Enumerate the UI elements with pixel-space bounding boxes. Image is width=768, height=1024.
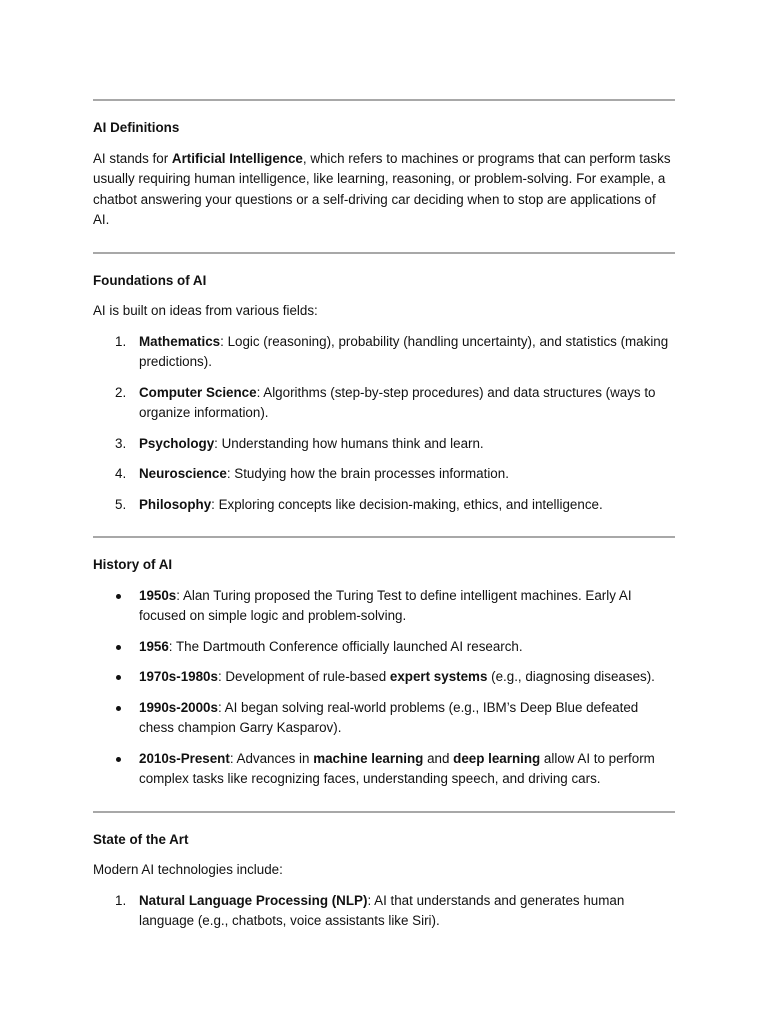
paragraph-text: AI stands for — [93, 150, 172, 166]
list-number: 1. — [115, 892, 127, 908]
list-item-desc: : Exploring concepts like decision-making, ethics, and intelligence. — [211, 496, 603, 512]
section-intro: AI is built on ideas from various fields: — [93, 303, 318, 318]
list-item-desc: and — [423, 750, 454, 766]
list-item-term: Philosophy — [139, 496, 212, 512]
list-item — [93, 332, 675, 373]
list-item — [93, 495, 675, 516]
list-item — [93, 383, 675, 424]
list-item-term: 1970s-1980s — [139, 669, 218, 684]
bullet-icon — [116, 757, 121, 762]
list-item-desc: : AI that understands and generates human language (e.g., chatbots, voice assistants like Siri). — [139, 892, 625, 928]
section-title: History of AI — [93, 557, 173, 572]
list-item-desc: : The Dartmouth Conference officially launched AI research. — [168, 638, 523, 654]
list-item-term: 1956 — [139, 638, 169, 654]
numbered-list — [93, 891, 675, 932]
section-state-of-the-art — [93, 813, 675, 953]
list-number: 2. — [115, 384, 127, 400]
bullet-icon — [116, 675, 121, 680]
list-item-desc: : Logic (reasoning), probability (handling uncertainty), and statistics (making predictions). — [139, 333, 669, 369]
list-item-bold-phrase: deep learning — [453, 750, 541, 766]
paragraph-bold-term: Artificial Intelligence — [171, 150, 303, 166]
list-item — [93, 637, 675, 658]
list-item-term: Natural Language Processing (NLP) — [139, 892, 368, 908]
list-item — [93, 586, 675, 627]
list-number: 5. — [115, 496, 127, 512]
bullet-icon — [116, 706, 121, 711]
section-title: Foundations of AI — [93, 272, 207, 288]
list-item-desc: : AI began solving real-world problems (e.g., IBM’s Deep Blue defeated chess champion Garry Kasparov). — [139, 699, 639, 735]
list-item-desc: : Understanding how humans think and learn. — [214, 435, 484, 451]
list-item-bold-phrase: expert systems — [389, 669, 488, 684]
section-ai-definitions — [93, 101, 675, 252]
list-item — [93, 434, 675, 455]
list-item — [93, 891, 675, 932]
document-page — [93, 99, 675, 953]
list-item-desc: (e.g., diagnosing diseases). — [487, 669, 655, 684]
list-item — [93, 667, 675, 688]
list-item-desc: : Alan Turing proposed the Turing Test to define intelligent machines. Early AI focused on simple logic and problem-solving. — [139, 587, 632, 623]
list-item-term: Neuroscience — [139, 466, 227, 481]
section-history — [93, 538, 675, 811]
list-item-bold-phrase: machine learning — [313, 750, 424, 766]
list-item-term: 1950s — [139, 587, 177, 603]
list-item — [93, 464, 675, 485]
section-intro: Modern AI technologies include: — [93, 862, 283, 877]
list-item-desc: allow AI to perform complex tasks like recognizing faces, understanding speech, and driving cars. — [139, 750, 655, 786]
list-item-term: Mathematics — [139, 333, 221, 349]
list-item-desc: : Development of rule-based — [217, 669, 390, 684]
list-item-desc: : Algorithms (step-by-step procedures) and data structures (ways to organize information). — [139, 384, 656, 420]
list-item-term: 1990s-2000s — [139, 699, 218, 715]
bullet-icon — [116, 594, 121, 599]
section-title: State of the Art — [93, 831, 189, 847]
list-item-desc: : Studying how the brain processes information. — [226, 466, 509, 481]
list-item-term: 2010s-Present — [139, 750, 230, 766]
bullet-icon — [116, 645, 121, 650]
paragraph-text: , which refers to machines or programs that can perform tasks usually requiring human intelligence, like learning, reasoning, or problem-solving. For example, a chatbot answering your questions or a self-driving car deciding when to stop are applications of AI. — [93, 150, 671, 227]
section-foundations — [93, 254, 675, 537]
list-item — [93, 749, 675, 790]
list-number: 3. — [115, 435, 127, 451]
list-number: 1. — [115, 333, 127, 349]
list-item-term: Computer Science — [139, 384, 257, 400]
list-item-desc: : Advances in — [229, 750, 314, 766]
numbered-list — [93, 332, 675, 516]
list-item-term: Psychology — [139, 435, 215, 451]
bulleted-list — [93, 586, 675, 790]
list-item — [93, 698, 675, 739]
section-title: AI Definitions — [93, 120, 180, 135]
list-number: 4. — [115, 466, 127, 481]
definition-paragraph — [93, 149, 675, 231]
